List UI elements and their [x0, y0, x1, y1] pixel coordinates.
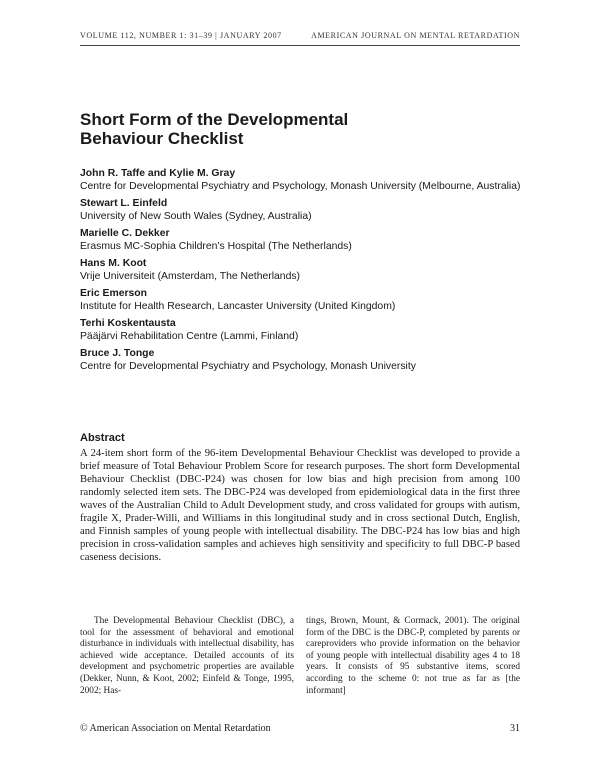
author-affiliation: Institute for Health Research, Lancaster University (United Kingdom): [80, 301, 396, 312]
author-affiliation: Centre for Developmental Psychiatry and Psychology, Monash University (Melbourne, Australia): [80, 181, 521, 192]
author-name: Hans M. Koot: [80, 258, 147, 269]
author-affiliation: Erasmus MC-Sophia Children’s Hospital (The Netherlands): [80, 241, 352, 252]
title-line-1: Short Form of the Developmental: [80, 110, 349, 129]
author-affiliation: University of New South Wales (Sydney, Australia): [80, 211, 312, 222]
running-header-left: VOLUME 112, NUMBER 1: 31–39 | JANUARY 2007: [80, 31, 282, 40]
running-header-right: AMERICAN JOURNAL ON MENTAL RETARDATION: [311, 31, 520, 40]
author-block: [80, 347, 540, 373]
body-column-left: The Developmental Behaviour Checklist (DBC), a tool for the assessment of behavioral and emotional disturbance in individuals with intellectual disability, has achieved wide acceptance. Detailed accounts of its development and psychometric properties are available (Dekker, Nunn, & Koot, 2002; Einfeld & Tonge, 1995, 2002; Has-: [80, 616, 294, 696]
author-name: John R. Taffe and Kylie M. Gray: [80, 168, 236, 179]
abstract-heading: Abstract: [80, 432, 125, 444]
author-block: [80, 167, 540, 193]
author-block: [80, 287, 540, 313]
author-affiliation: Pääjärvi Rehabilitation Centre (Lammi, Finland): [80, 331, 299, 342]
author-name: Marielle C. Dekker: [80, 228, 170, 239]
author-block: [80, 317, 540, 343]
author-name: Bruce J. Tonge: [80, 348, 155, 359]
copyright-footer: © American Association on Mental Retardation: [80, 723, 271, 734]
author-block: [80, 257, 540, 283]
author-affiliation: Centre for Developmental Psychiatry and Psychology, Monash University: [80, 361, 416, 372]
author-affiliation: Vrije Universiteit (Amsterdam, The Netherlands): [80, 271, 301, 282]
header-divider: [80, 45, 520, 46]
title-line-2: Behaviour Checklist: [80, 129, 244, 148]
author-name: Eric Emerson: [80, 288, 147, 299]
body-column-right: tings, Brown, Mount, & Cormack, 2001). The original form of the DBC is the DBC-P, completed by parents or careproviders who provide information on the behavior of young people with intellectual disability ages 4 to 18 years. It consists of 95 substantive items, scored according to the scheme 0: not true as far as [the informant]: [306, 616, 520, 696]
page-number: 31: [510, 723, 520, 734]
author-block: [80, 197, 540, 223]
author-list: [80, 167, 540, 377]
author-name: Stewart L. Einfeld: [80, 198, 168, 209]
article-title: [80, 110, 520, 148]
author-name: Terhi Koskentausta: [80, 318, 176, 329]
abstract-text: A 24-item short form of the 96-item Developmental Behaviour Checklist was developed to provide a brief measure of Total Behaviour Problem Score for research purposes. The short form Developmental Behaviour Checklist (DBC-P24) was chosen for low bias and high precision from among 100 randomly selected item sets. The DBC-P24 was developed from epidemiological data in the first three waves of the Australian Child to Adult Development study, and cross validated for groups with autism, fragile X, Prader-Willi, and Williams in this longitudinal study and in cross sectional Dutch, English, and Finnish samples of young people with intellectual disability. The DBC-P24 has low bias and high precision in cross-validation samples and achieves high sensitivity and specificity to full DBC-P based caseness decisions.: [80, 448, 520, 563]
author-block: [80, 227, 540, 253]
